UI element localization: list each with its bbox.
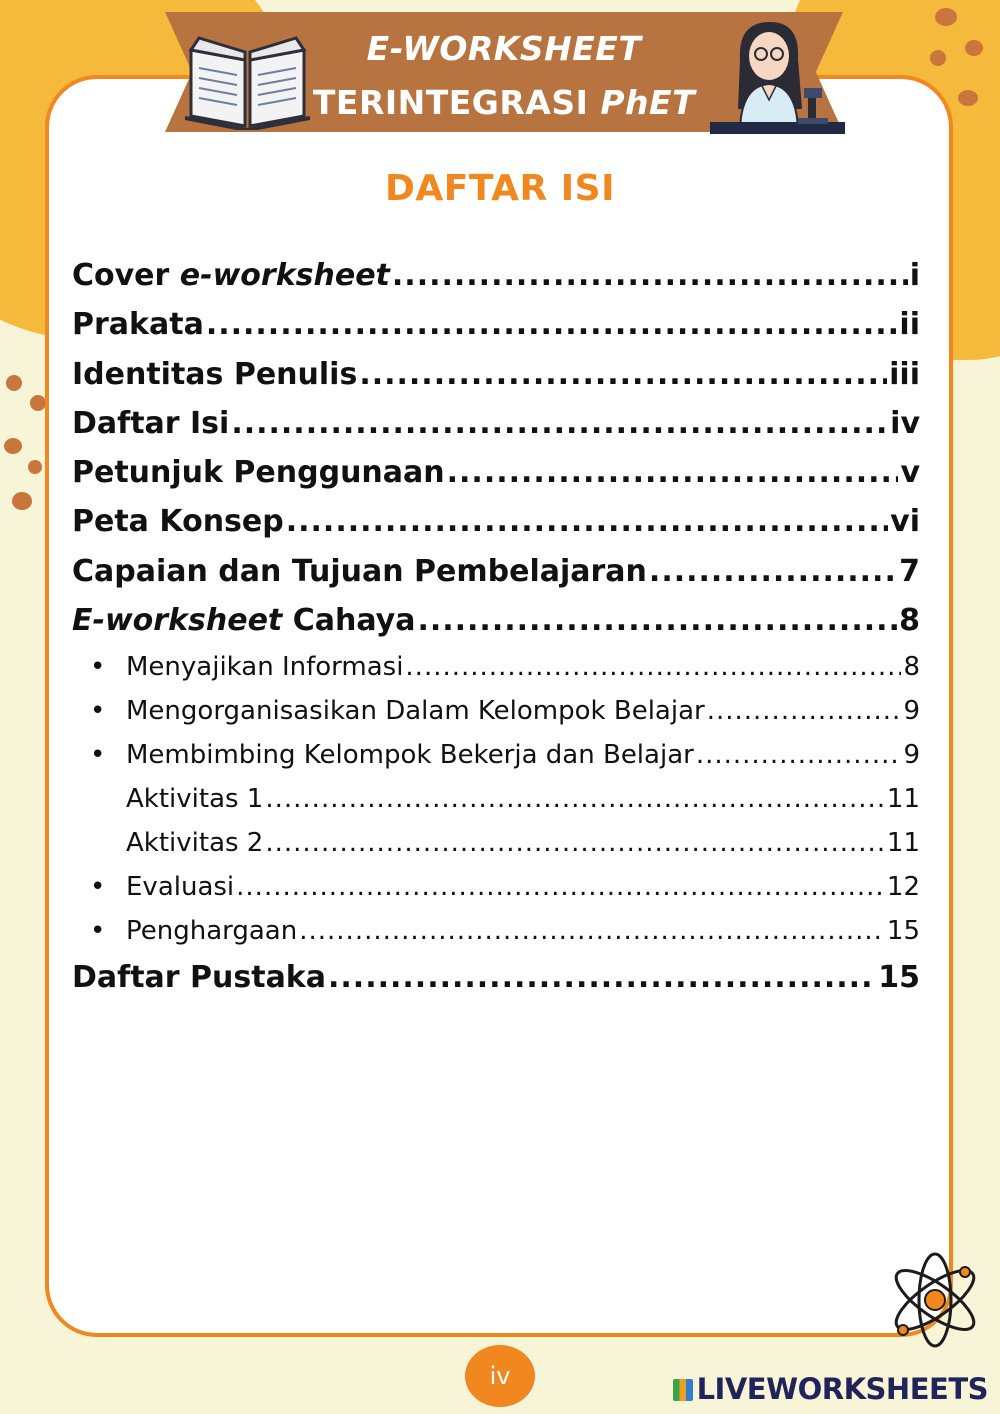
toc-label: Capaian dan Tujuan Pembelajaran <box>72 553 647 589</box>
decor-dot <box>930 50 946 66</box>
toc-entry-eworksheet[interactable] <box>72 603 920 652</box>
toc-label: Peta Konsep <box>72 504 284 540</box>
banner-line-1: E-WORKSHEET <box>366 29 642 68</box>
toc-page: 7 <box>899 553 920 589</box>
dot-leader <box>392 258 908 293</box>
dot-leader <box>447 455 899 490</box>
toc-subentry[interactable] <box>72 872 920 916</box>
toc-label: Menyajikan Informasi <box>126 652 404 683</box>
toc-label: Aktivitas 2 <box>126 828 264 859</box>
toc-page: 9 <box>903 740 920 771</box>
decor-dot <box>28 460 42 474</box>
dot-leader <box>405 652 901 682</box>
toc-label: Daftar Pustaka <box>72 960 327 996</box>
decor-dot <box>12 492 32 510</box>
toc-subentry[interactable] <box>72 696 920 740</box>
dot-leader <box>206 307 898 342</box>
page-number-badge: iv <box>465 1345 535 1407</box>
dot-leader <box>265 784 885 814</box>
toc-label: Membimbing Kelompok Bekerja dan Belajar <box>126 740 694 771</box>
toc-entry-capaian[interactable] <box>72 554 920 603</box>
toc-entry-petunjuk[interactable] <box>72 455 920 504</box>
toc-page: 9 <box>903 696 920 727</box>
toc-page: 11 <box>886 828 920 859</box>
toc-subentry[interactable] <box>72 740 920 784</box>
liveworksheets-logo: LIVEWORKSHEETS <box>673 1372 988 1406</box>
banner-line-2-italic: PhET <box>600 83 696 122</box>
dot-leader <box>286 504 888 539</box>
toc-page: 12 <box>886 872 920 903</box>
dot-leader <box>417 603 897 638</box>
toc-label: Mengorganisasikan Dalam Kelompok Belajar <box>126 696 705 727</box>
toc-entry-peta-konsep[interactable] <box>72 504 920 553</box>
bullet-icon: • <box>90 652 106 683</box>
dot-leader <box>236 872 885 902</box>
toc-page: i <box>909 258 920 293</box>
liveworksheets-mark-icon <box>673 1379 693 1401</box>
bullet-icon: • <box>90 740 106 771</box>
toc-subentry[interactable] <box>72 784 920 828</box>
toc-label: Evaluasi <box>126 872 235 903</box>
decor-dot <box>4 438 22 454</box>
decor-dot <box>30 395 46 411</box>
toc-page: vi <box>890 504 920 540</box>
decor-dot <box>935 8 957 26</box>
toc-entry-cover[interactable] <box>72 258 920 307</box>
toc-label: Prakata <box>72 307 204 343</box>
bullet-icon: • <box>90 916 106 947</box>
toc-entry-identitas[interactable] <box>72 357 920 406</box>
toc-label: Daftar Isi <box>72 405 230 441</box>
dot-leader <box>265 828 885 858</box>
toc-page: 15 <box>878 960 920 996</box>
toc-subentry[interactable] <box>72 652 920 696</box>
dot-leader <box>696 740 902 770</box>
scientist-illustration-icon <box>710 14 845 134</box>
dot-leader <box>299 916 885 946</box>
header-banner <box>165 12 843 132</box>
toc-label: E-worksheet Cahaya <box>72 603 416 639</box>
toc-page: iv <box>890 405 920 441</box>
page-title: DAFTAR ISI <box>385 168 615 209</box>
bullet-icon: • <box>90 872 106 903</box>
decor-dot <box>6 375 22 391</box>
toc-page: 11 <box>886 784 920 815</box>
toc-label: Identitas Penulis <box>72 356 358 392</box>
toc-label: Penghargaan <box>126 916 298 947</box>
dot-leader <box>359 357 887 392</box>
toc-subentry[interactable] <box>72 916 920 960</box>
toc-entry-prakata[interactable] <box>72 307 920 356</box>
toc-page: 8 <box>899 603 920 639</box>
toc-label: Aktivitas 1 <box>126 784 264 815</box>
decor-dot <box>958 90 978 106</box>
toc-subentry[interactable] <box>72 828 920 872</box>
dot-leader <box>328 960 876 995</box>
toc-page: v <box>900 455 920 491</box>
toc-label: Cover e-worksheet <box>72 258 390 293</box>
toc-page: 15 <box>886 916 920 947</box>
atom-icon <box>885 1242 985 1357</box>
dot-leader <box>649 554 897 589</box>
decor-dot <box>965 40 983 56</box>
toc-entry-daftar-isi[interactable] <box>72 406 920 455</box>
bullet-icon: • <box>90 696 106 727</box>
toc-page: ii <box>899 307 920 343</box>
toc-page: iii <box>889 356 920 392</box>
dot-leader <box>231 406 888 441</box>
table-of-contents <box>72 258 920 1010</box>
banner-line-2: TERINTEGRASI <box>312 83 601 122</box>
dot-leader <box>707 696 902 726</box>
toc-entry-daftar-pustaka[interactable] <box>72 960 920 1009</box>
toc-label: Petunjuk Penggunaan <box>72 455 445 491</box>
toc-page: 8 <box>903 652 920 683</box>
